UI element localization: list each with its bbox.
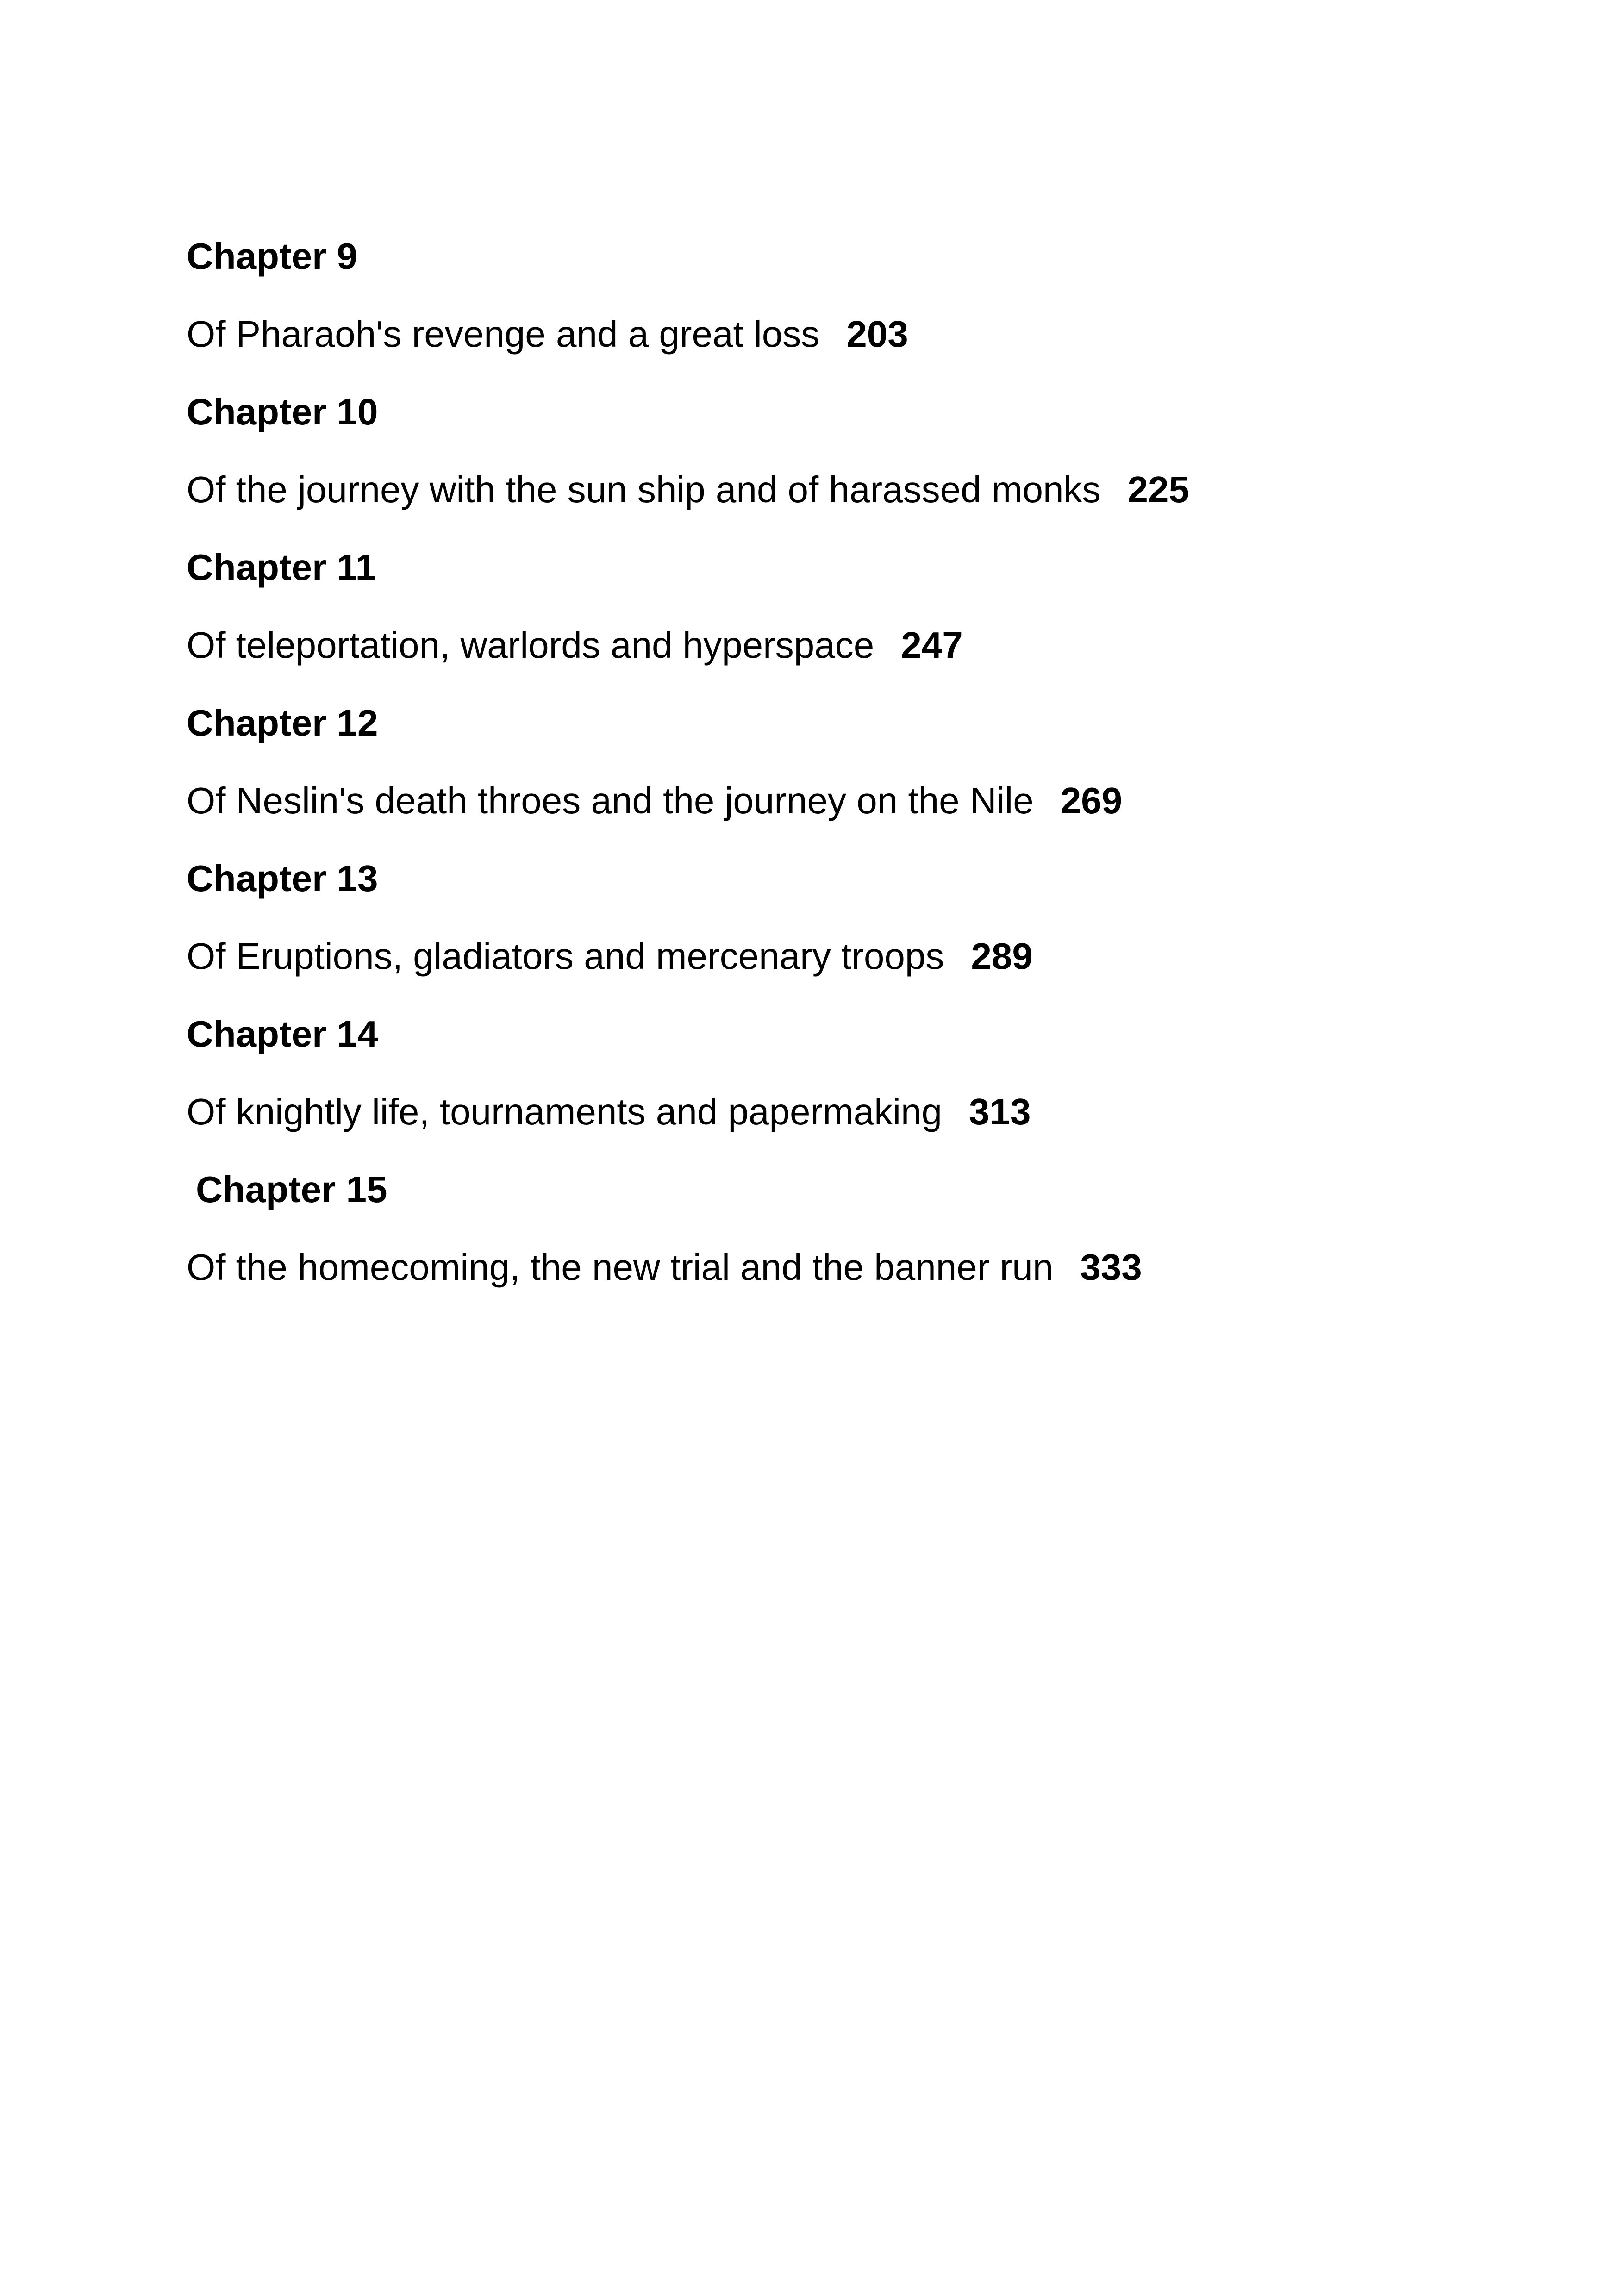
chapter-title-line xyxy=(187,606,1483,684)
chapter-title-line xyxy=(187,917,1483,995)
chapter-title: Of teleportation, warlords and hyperspace xyxy=(187,624,874,666)
table-of-contents xyxy=(187,218,1483,1306)
chapter-heading: Chapter 9 xyxy=(187,236,357,277)
chapter-heading: Chapter 11 xyxy=(187,547,376,588)
chapter-heading: Chapter 12 xyxy=(187,702,378,743)
chapter-title: Of knightly life, tournaments and papermaking xyxy=(187,1091,942,1132)
chapter-title: Of Eruptions, gladiators and mercenary troops xyxy=(187,935,944,977)
chapter-title-line xyxy=(187,762,1483,840)
page-number: 313 xyxy=(969,1091,1031,1132)
page-number: 333 xyxy=(1080,1247,1142,1288)
page-number: 203 xyxy=(846,313,908,355)
page-number: 247 xyxy=(901,624,963,666)
chapter-title-line xyxy=(187,1229,1483,1306)
page-number: 289 xyxy=(971,935,1033,977)
chapter-title-line xyxy=(187,295,1483,373)
toc-entry-chapter-15 xyxy=(187,1151,1483,1306)
chapter-title: Of Pharaoh's revenge and a great loss xyxy=(187,313,820,355)
chapter-title-line xyxy=(187,1073,1483,1151)
page-number: 225 xyxy=(1127,469,1189,510)
chapter-title: Of Neslin's death throes and the journey on the Nile xyxy=(187,780,1034,821)
toc-entry-chapter-10 xyxy=(187,373,1483,529)
toc-entry-chapter-9 xyxy=(187,218,1483,373)
toc-entry-chapter-13 xyxy=(187,840,1483,995)
toc-entry-chapter-14 xyxy=(187,995,1483,1151)
toc-entry-chapter-12 xyxy=(187,684,1483,840)
chapter-title: Of the homecoming, the new trial and the banner run xyxy=(187,1247,1054,1288)
chapter-heading: Chapter 10 xyxy=(187,391,378,432)
chapter-title-line xyxy=(187,451,1483,529)
chapter-heading: Chapter 15 xyxy=(196,1169,387,1210)
chapter-heading: Chapter 14 xyxy=(187,1013,378,1054)
page-number: 269 xyxy=(1060,780,1123,821)
toc-entry-chapter-11 xyxy=(187,529,1483,684)
chapter-heading: Chapter 13 xyxy=(187,858,378,899)
chapter-title: Of the journey with the sun ship and of harassed monks xyxy=(187,469,1101,510)
